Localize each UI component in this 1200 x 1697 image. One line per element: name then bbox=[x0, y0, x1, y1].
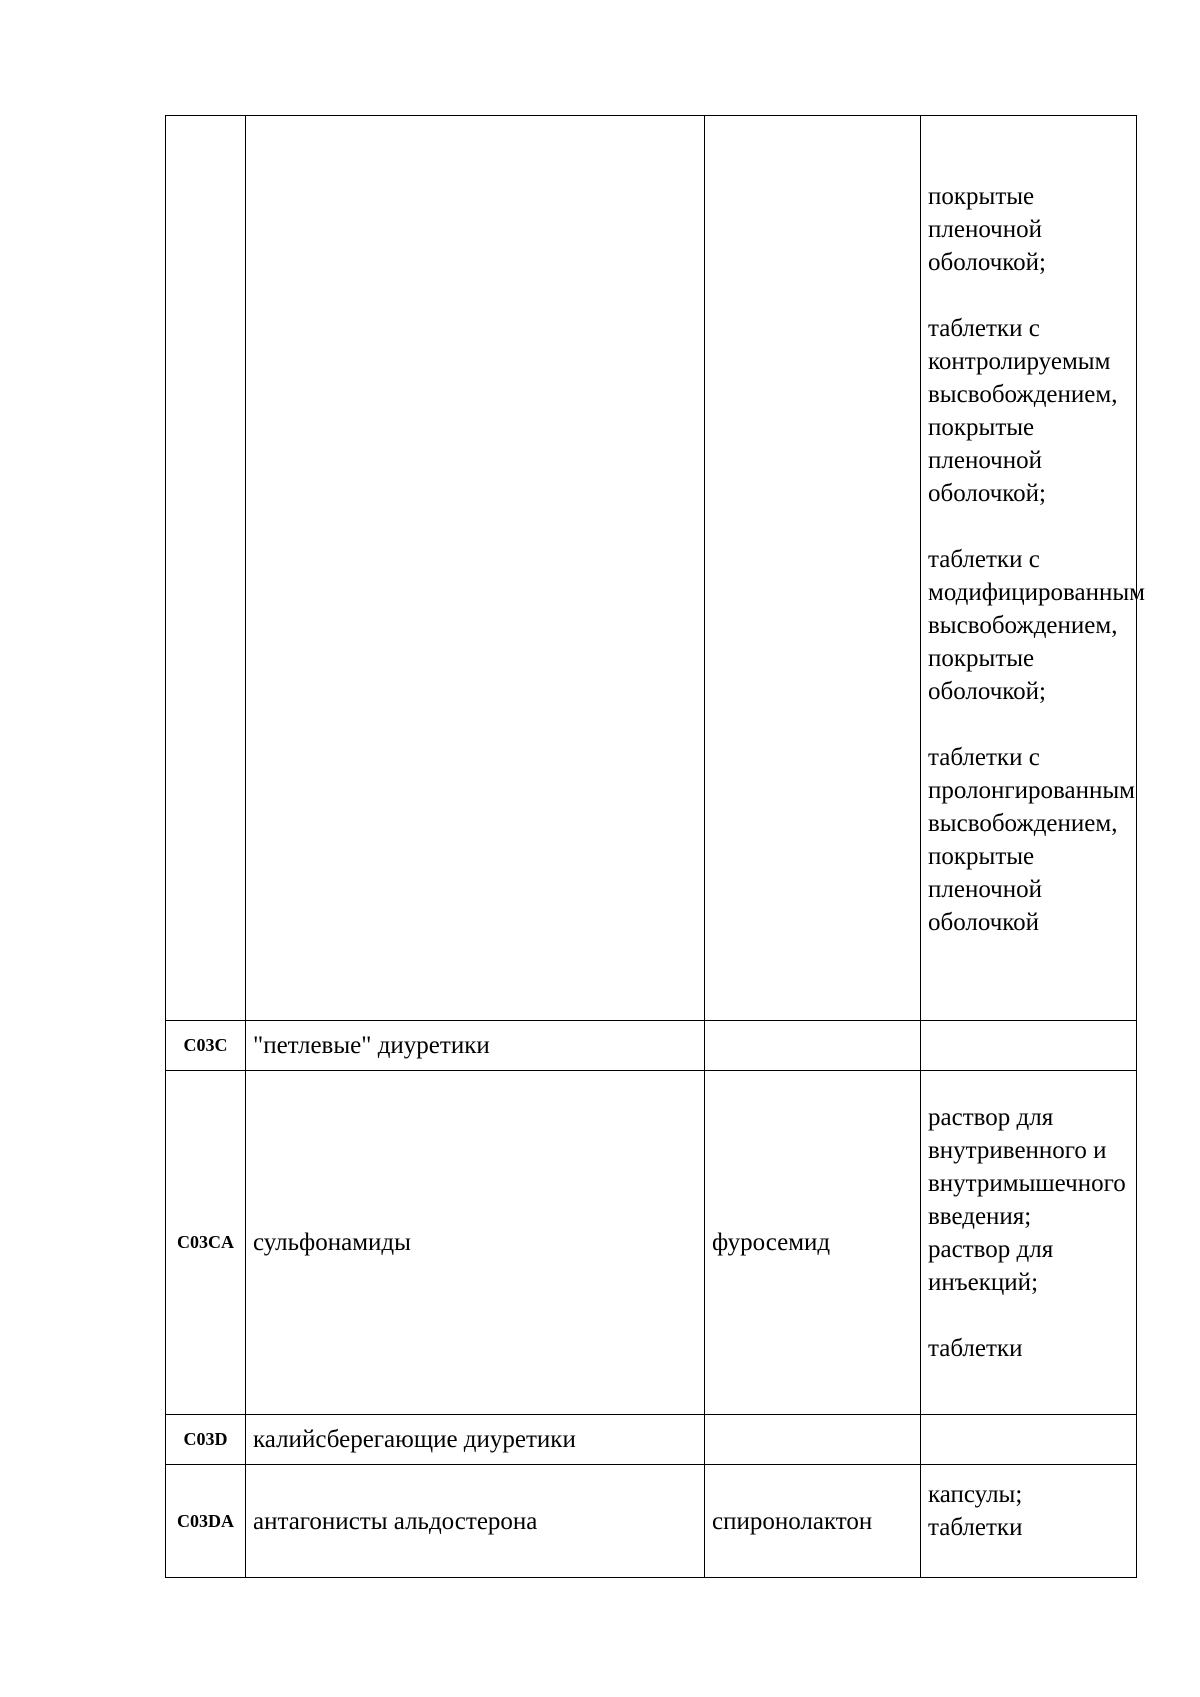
drug-name-cell: фуросемид bbox=[705, 1071, 921, 1415]
medicines-table bbox=[165, 115, 1145, 1578]
atc-code-cell bbox=[166, 116, 246, 1021]
drug-name-cell bbox=[705, 116, 921, 1021]
dosage-form-item: раствор для внутривенного и внутримышечного введения; bbox=[928, 1103, 1126, 1230]
dosage-form-item: раствор для инъекций; bbox=[928, 1235, 1054, 1296]
table-row-c03d bbox=[166, 1415, 1137, 1465]
group-name-cell bbox=[246, 116, 705, 1021]
table-row-c03ca bbox=[166, 1071, 1137, 1415]
dosage-forms-cell bbox=[921, 116, 1145, 1021]
atc-code-cell: C03CA bbox=[166, 1071, 246, 1415]
atc-code-cell: C03D bbox=[166, 1415, 246, 1465]
drug-name-cell: спиронолактон bbox=[705, 1465, 921, 1578]
dosage-form-item: таблетки с модифицированным высвобождением, покрытые оболочкой; bbox=[928, 545, 1145, 705]
drug-name-cell bbox=[705, 1021, 921, 1071]
group-name-cell: калийсберегающие диуретики bbox=[246, 1415, 705, 1465]
dosage-form-item: капсулы; bbox=[928, 1481, 1023, 1508]
atc-code-cell: C03DA bbox=[166, 1465, 246, 1578]
dosage-form-item: таблетки с пролонгированным высвобождением, покрытые пленочной оболочкой bbox=[928, 743, 1135, 936]
dosage-form-item: таблетки bbox=[928, 1514, 1023, 1541]
dosage-forms-cell bbox=[921, 1021, 1137, 1071]
group-name-cell: "петлевые" диуретики bbox=[246, 1021, 705, 1071]
group-name-cell: антагонисты альдостерона bbox=[246, 1465, 705, 1578]
dosage-form-item: покрытые пленочной оболочкой; bbox=[928, 182, 1046, 276]
drug-name-cell bbox=[705, 1415, 921, 1465]
dosage-forms-cell bbox=[921, 1465, 1137, 1578]
dosage-forms-cell bbox=[921, 1071, 1137, 1415]
dosage-forms-cell bbox=[921, 1415, 1137, 1465]
table-row-c03da bbox=[166, 1465, 1137, 1578]
table-row-continuation bbox=[166, 116, 1137, 1021]
dosage-form-item: таблетки bbox=[928, 1334, 1023, 1362]
table-row-c03c bbox=[166, 1021, 1137, 1071]
dosage-form-item: таблетки с контролируемым высвобождением, покрытые пленочной оболочкой; bbox=[928, 314, 1118, 507]
atc-code-cell: C03C bbox=[166, 1021, 246, 1071]
group-name-cell: сульфонамиды bbox=[246, 1071, 705, 1415]
